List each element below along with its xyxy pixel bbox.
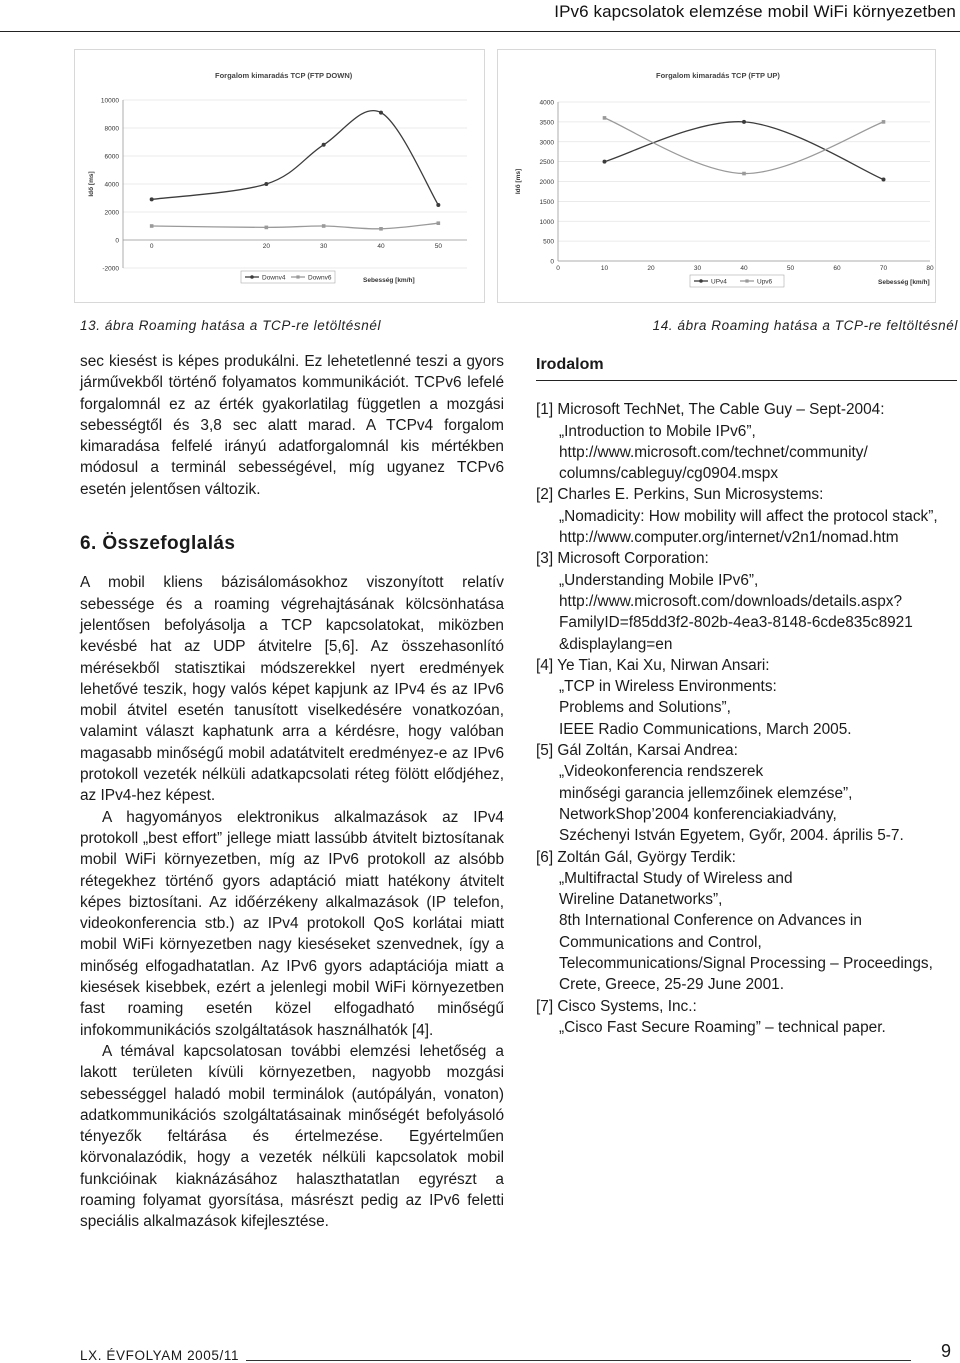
reference-line: „Multifractal Study of Wireless and — [559, 869, 793, 887]
series-line-upv4 — [605, 122, 884, 180]
reference-item — [536, 740, 957, 846]
reference-first-line: [4] Ye Tian, Kai Xu, Nirwan Ansari: — [536, 656, 770, 674]
reference-item — [536, 399, 957, 484]
legend-label: Downv4 — [262, 274, 286, 282]
data-point — [322, 224, 326, 228]
data-point — [322, 143, 326, 147]
reference-line: Problems and Solutions”, — [559, 699, 731, 717]
data-point — [265, 226, 269, 230]
legend-label: UPv4 — [711, 278, 727, 286]
reference-line: columns/cableguy/cg0904.mspx — [559, 465, 779, 483]
y-tick-label: 2000 — [539, 179, 554, 186]
legend-marker — [699, 279, 703, 283]
y-tick-label: 8000 — [104, 125, 119, 133]
data-point — [264, 182, 268, 186]
figure-13-chart — [75, 50, 484, 302]
page-number: 9 — [940, 1341, 951, 1361]
ftp-up-chart — [498, 50, 935, 302]
reference-line: http://www.microsoft.com/downloads/details.aspx? — [559, 592, 903, 610]
reference-line: „Introduction to Mobile IPv6”, — [559, 422, 756, 440]
issue-label: LX. ÉVFOLYAM 2005/11 — [80, 1348, 240, 1363]
figure-14-caption: 14. ábra Roaming hatása a TCP-re feltöltésnél — [652, 318, 958, 333]
x-tick-label: 60 — [833, 265, 841, 272]
reference-line: „Nomadicity: How mobility will affect the protocol stack”, — [559, 507, 938, 525]
y-tick-label: 3000 — [539, 139, 554, 147]
reference-item — [536, 655, 957, 740]
left-column — [80, 351, 504, 1233]
reference-list — [536, 399, 957, 1038]
reference-line: &displaylang=en — [559, 635, 673, 653]
paragraph: sec kiesést is képes produkálni. Ez lehetetlenné teszi a gyors járművekből történő folyamatos kommunikációt. TCPv6 lefelé forgalomnál ez az érték gyakorlatilag független a mozgási sebességtől és 3,8 sec alatt marad. A TCPv4 forgalom kimaradása felfelé irányú adatforgalomnál kis mértékben módosul a terminál sebességével, míg ugyanez TCPv6 esetén jelentősen változik. — [80, 353, 504, 498]
y-tick-label: 0 — [115, 237, 119, 245]
x-tick-label: 40 — [740, 265, 748, 272]
reference-item — [536, 847, 957, 996]
x-tick-label: 80 — [926, 265, 934, 272]
footer-rule — [246, 1360, 911, 1361]
x-tick-label: 70 — [879, 265, 888, 272]
reference-line: Wireline Datanetworks”, — [559, 891, 723, 909]
page-footer — [80, 1341, 951, 1363]
reference-first-line: [5] Gál Zoltán, Karsai Andrea: — [536, 742, 738, 760]
reference-line: Széchenyi István Egyetem, Győr, 2004. április 5-7. — [559, 827, 904, 845]
figure-14-chart — [498, 50, 935, 302]
section-heading: 6. Összefoglalás — [80, 533, 236, 555]
reference-line: IEEE Radio Communications, March 2005. — [559, 720, 852, 738]
data-point — [882, 178, 886, 182]
reference-line: NetworkShop’2004 konferenciakiadvány, — [559, 805, 837, 823]
x-tick-label: 0 — [149, 243, 154, 250]
data-point — [150, 197, 154, 201]
x-tick-label: 50 — [434, 243, 442, 250]
x-axis-label: Sebesség [km/h] — [878, 279, 930, 286]
paragraph: A hagyományos elektronikus alkalmazások az IPv4 protokoll „best effort” jellege miatt lassúbb átvitelt biztosítanak mobil WiFi környezetben, míg az IPv6 protokoll az alsóbb rétegekhez történő gyors adaptáció miatt hatékony átvitelt képes biztosítani. Az időérzékeny alkalmazások (IP telefon, videokonferencia stb.) az IPv4 protokoll QoS korlátai miatt mobil WiFi környezetben nagy kieséseket szenvednek, így a minőség elfogadhatatlan. Az IPv6 gyors adaptációja miatt a kiesések kisebbek, ezért a jelenlegi mobil WiFi környezetben fast roaming esetén közel elfogadható minőségű infokommunikációs szolgáltatások használhatók [4]. — [80, 808, 504, 1039]
legend-label: Downv6 — [308, 274, 332, 282]
y-tick-label: 4000 — [104, 181, 119, 189]
data-point — [437, 221, 441, 225]
data-point — [742, 172, 746, 176]
series-line-downv6 — [152, 223, 439, 229]
y-tick-label: -2000 — [102, 265, 119, 273]
legend-marker — [296, 275, 299, 278]
header-title: IPv6 kapcsolatok elemzése mobil WiFi környezetben — [554, 2, 956, 21]
reference-line: Crete, Greece, 25-29 June 2001. — [559, 976, 785, 994]
y-tick-label: 1000 — [539, 218, 554, 226]
reference-line: Communications and Control, — [559, 933, 762, 951]
reference-line: „Videokonferencia rendszerek — [559, 763, 764, 781]
reference-first-line: [3] Microsoft Corporation: — [536, 550, 709, 568]
ftp-down-chart — [75, 50, 484, 302]
reference-line: minőségi garancia jellemzőinek elemzése”, — [559, 784, 853, 802]
reference-item — [536, 996, 957, 1039]
x-tick-label: 10 — [600, 265, 609, 272]
y-tick-label: 3500 — [539, 119, 554, 127]
running-header — [0, 0, 960, 32]
chart-title: Forgalom kimaradás TCP (FTP UP) — [656, 71, 780, 80]
y-tick-label: 4000 — [539, 99, 554, 107]
data-point — [603, 116, 607, 120]
reference-line: Telecommunications/Signal Processing – Proceedings, — [559, 955, 933, 973]
reference-line: 8th International Conference on Advances in — [559, 912, 862, 930]
x-axis-label: Sebesség [km/h] — [363, 277, 415, 284]
data-point — [742, 120, 746, 124]
figure-13-caption: 13. ábra Roaming hatása a TCP-re letöltésnél — [80, 318, 382, 333]
legend-marker — [250, 275, 254, 279]
reference-item — [536, 548, 957, 654]
x-tick-label: 40 — [377, 243, 385, 250]
reference-first-line: [1] Microsoft TechNet, The Cable Guy – Sept-2004: — [536, 401, 885, 419]
x-tick-label: 20 — [262, 243, 270, 250]
reference-line: http://www.microsoft.com/technet/community/ — [559, 443, 868, 461]
reference-line: FamilyID=f85dd3f2-802b-4ea3-8148-6cde835c8921 — [559, 614, 913, 632]
data-point — [603, 160, 607, 164]
data-point — [379, 111, 383, 115]
y-tick-label: 500 — [543, 238, 554, 246]
legend-label: Upv6 — [757, 278, 773, 286]
y-tick-label: 2500 — [539, 159, 554, 167]
x-tick-label: 30 — [320, 243, 328, 250]
reference-line: „Understanding Mobile IPv6”, — [559, 571, 759, 589]
series-line-downv4 — [152, 111, 439, 205]
reference-line: „Cisco Fast Secure Roaming” – technical paper. — [559, 1018, 886, 1036]
data-point — [150, 224, 154, 228]
data-point — [882, 120, 886, 124]
data-point — [436, 203, 440, 207]
references-column — [536, 351, 957, 1038]
y-tick-label: 1500 — [539, 198, 554, 206]
y-tick-label: 6000 — [104, 153, 119, 161]
x-tick-label: 0 — [556, 265, 560, 272]
x-tick-label: 50 — [786, 265, 795, 272]
reference-line: http://www.computer.org/internet/v2n1/nomad.htm — [559, 529, 899, 547]
legend-marker — [745, 279, 748, 282]
y-tick-label: 0 — [550, 258, 554, 266]
reference-line: „TCP in Wireless Environments: — [559, 678, 777, 696]
paragraph: A témával kapcsolatosan további elemzési lehetőség a lakott területen kívüli környezetben, nagyobb mozgási sebességgel haladó mobil terminálok (autópályán, vonaton) adatkommunikációs szolgáltatásainak minőségét befolyásoló tényezők feltárása és értelmezése. Egyértelműen körvonalazódik, hogy a vezeték nélküli kapcsolatok mobil funkcióinak kiaknázásához halaszthatatlan egyrészt a roaming folyamat gyorsítása, másrészt pedig az IPv6 feletti speciális alkalmazások kifejlesztése. — [80, 1042, 504, 1231]
reference-first-line: [2] Charles E. Perkins, Sun Microsystems: — [536, 486, 824, 504]
chart-title: Forgalom kimaradás TCP (FTP DOWN) — [215, 71, 353, 80]
reference-first-line: [7] Cisco Systems, Inc.: — [536, 997, 697, 1015]
data-point — [379, 227, 383, 231]
reference-item — [536, 484, 957, 548]
paragraph: A mobil kliens bázisálomásokhoz viszonyított relatív sebessége és a roaming végrehajtásának kölcsönhatása jelentősen befolyásolja a TCP kapcsolatokat, miközben kevésbé hat az UDP átvitelre [5,6]. Az összehasonlító mérésekből statisztikai módszerekkel nyert eredmények lehetővé teszik, hogy valós képet kapjunk az IPv4 és az IPv6 mobil átvitel esetén tanusított viselkedésére vonatkozóan, valamint választ kaphatunk arra a kérdésre, hogy valóban magasabb minőségű mobil adatátvitelt eredményez-e az IPv6 protokoll vezeték nélküli adatkapcsolati réteg fölött elődjéhez, az IPv4-hez képest. — [80, 574, 504, 805]
y-tick-label: 10000 — [100, 97, 119, 105]
y-tick-label: 2000 — [104, 209, 119, 217]
y-axis-label: Idő [ms] — [88, 171, 95, 197]
references-heading: Irodalom — [536, 354, 957, 381]
reference-first-line: [6] Zoltán Gál, György Terdik: — [536, 848, 736, 866]
x-tick-label: 30 — [693, 265, 702, 272]
x-tick-label: 20 — [647, 265, 655, 272]
y-axis-label: Idő [ms] — [515, 168, 522, 195]
